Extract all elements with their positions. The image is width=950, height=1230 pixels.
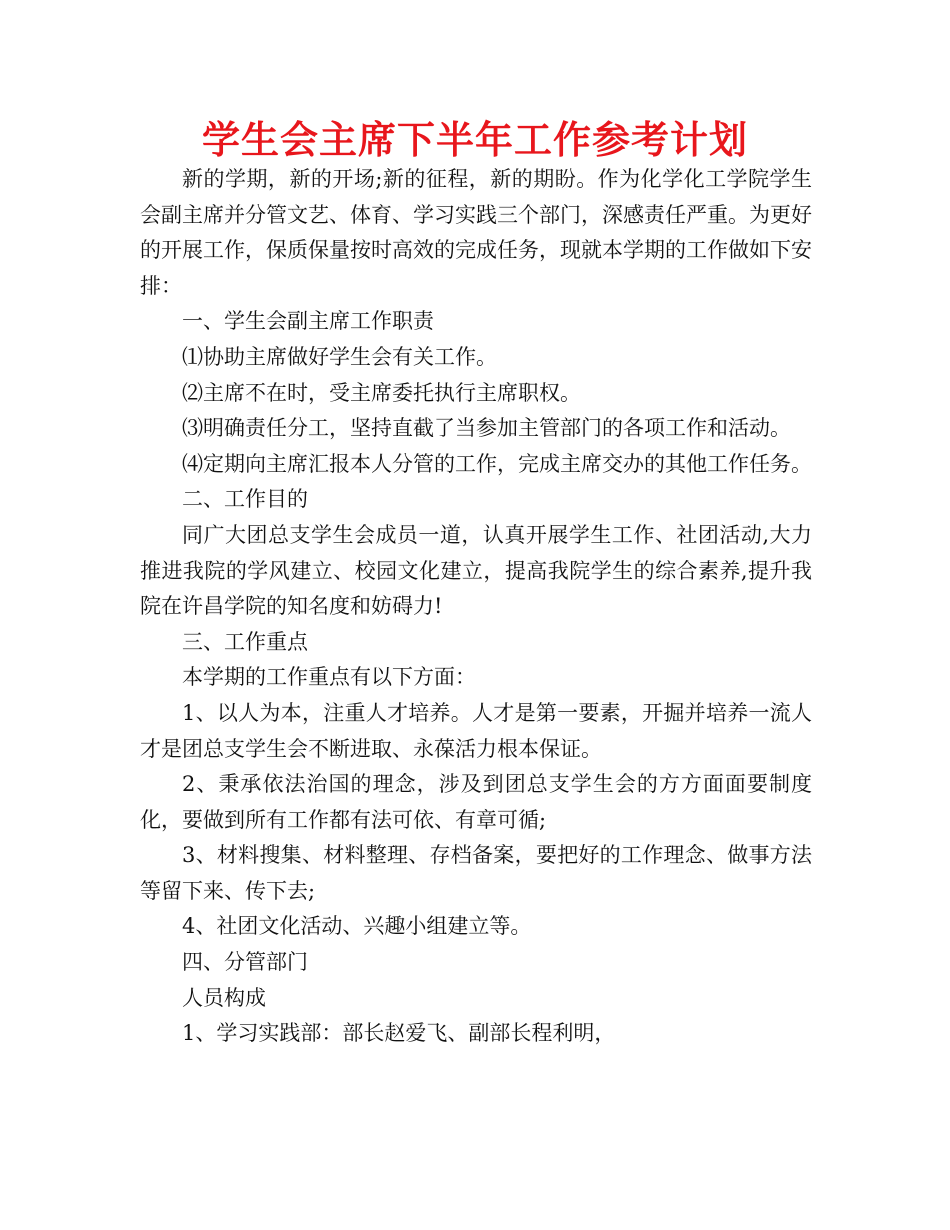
section-heading-focus: 三、工作重点 <box>182 629 308 654</box>
list-item-duty-4: ⑷定期向主席汇报本人分管的工作，完成主席交办的其他工作任务。 <box>182 451 812 476</box>
list-item-duty-2: ⑵主席不在时，受主席委托执行主席职权。 <box>182 380 581 405</box>
list-item-focus-4: 4、社团文化活动、兴趣小组建立等。 <box>182 914 532 939</box>
list-item-duty-3: ⑶明确责任分工，坚持直截了当参加主管部门的各项工作和活动。 <box>182 416 791 441</box>
section-heading-goals: 二、工作目的 <box>182 487 308 512</box>
paragraph-goals: 同广大团总支学生会成员一道，认真开展学生工作、社团活动,大力推进我院的学风建立、校园文化建立，提高我院学生的综合素养,提升我院在许昌学院的知名度和妨碍力! <box>140 522 812 619</box>
subheading-staff: 人员构成 <box>182 985 266 1010</box>
section-heading-duties: 一、学生会副主席工作职责 <box>182 309 434 334</box>
document-body <box>140 162 812 1052</box>
document-title: 学生会主席下半年工作参考计划 <box>201 118 748 162</box>
paragraph-focus-intro: 本学期的工作重点有以下方面： <box>182 665 476 690</box>
list-item-focus-3: 3、材料搜集、材料整理、存档备案，要把好的工作理念、做事方法等留下来、传下去; <box>140 843 812 903</box>
list-item-focus-2: 2、秉承依法治国的理念，涉及到团总支学生会的方方面面要制度化，要做到所有工作都有法可依、有章可循; <box>140 772 812 832</box>
list-item-focus-1: 1、以人为本，注重人才培养。人才是第一要素，开掘并培养一流人才是团总支学生会不断进取、永葆活力根本保证。 <box>140 700 812 761</box>
list-item-duty-1: ⑴协助主席做好学生会有关工作。 <box>182 344 497 369</box>
section-heading-departments: 四、分管部门 <box>182 950 308 975</box>
list-item-staff-1: 1、学习实践部：部长赵爱飞、副部长程利明， <box>182 1021 616 1046</box>
paragraph-intro: 新的学期，新的开场;新的征程，新的期盼。作为化学化工学院学生会副主席并分管文艺、体育、学习实践三个部门，深感责任严重。为更好的开展工作，保质保量按时高效的完成任务，现就本学期的工作做如下安排： <box>140 167 812 298</box>
